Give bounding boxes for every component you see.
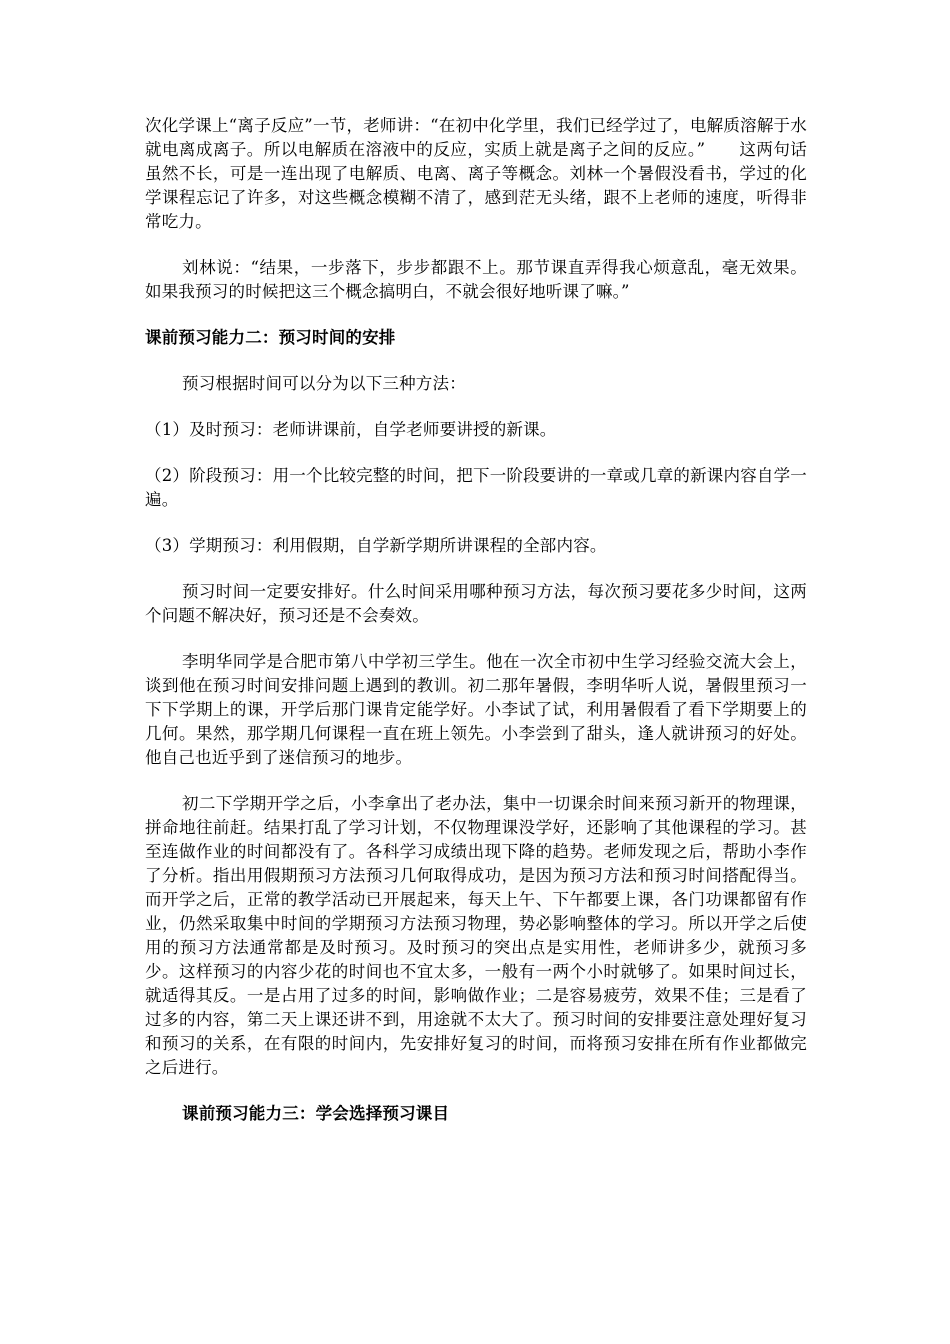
paragraph-2: 刘林说：“结果，一步落下，步步都跟不上。那节课直弄得我心烦意乱，毫无效果。如果我预习的时候把这三个概念搞明白，不就会很好地听课了嘛。” (145, 258, 807, 301)
paragraph-3: 预习根据时间可以分为以下三种方法： (182, 374, 466, 393)
paragraph-4: 预习时间一定要安排好。什么时间采用哪种预习方法，每次预习要花多少时间，这两个问题不解决好，预习还是不会奏效。 (145, 582, 807, 625)
paragraph-1: 次化学课上“离子反应”一节，老师讲：“在初中化学里，我们已经学过了，电解质溶解于水就电离成离子。所以电解质在溶液中的反应，实质上就是离子之间的反应。” 这两句话虽然不长，可是一连出现了电解质、电离、离子等概念。刘林一个暑假没看书，学过的化学课程忘记了许多，对这些概念模糊不清了，感到茫无头绪，跟不上老师的速度，听得非常吃力。 (145, 116, 807, 231)
section-heading-3: 课前预习能力三：学会选择预习课目 (182, 1104, 450, 1123)
paragraph-5: 李明华同学是合肥市第八中学初三学生。他在一次全市初中生学习经验交流大会上，谈到他在预习时间安排问题上遇到的教训。初二那年暑假，李明华听人说，暑假里预习一下下学期上的课，开学后那门课肯定能学好。小李试了试，利用暑假看了看下学期要上的几何。果然，那学期几何课程一直在班上领先。小李尝到了甜头，逢人就讲预习的好处。他自己也近乎到了迷信预习的地步。 (145, 652, 807, 767)
paragraph-6: 初二下学期开学之后，小李拿出了老办法，集中一切课余时间来预习新开的物理课，拼命地往前赶。结果打乱了学习计划，不仅物理课没学好，还影响了其他课程的学习。甚至连做作业的时间都没有了。各科学习成绩出现下降的趋势。老师发现之后，帮助小李作了分析。指出用假期预习方法预习几何取得成功，是因为预习方法和预习时间搭配得当。而开学之后，正常的教学活动已开展起来，每天上午、下午都要上课，各门功课都留有作业，仍然采取集中时间的学期预习方法预习物理，势必影响整体的学习。所以开学之后使用的预习方法通常都是及时预习。及时预习的突出点是实用性，老师讲多少，就预习多少。这样预习的内容少花的时间也不宜太多，一般有一两个小时就够了。如果时间过长，就适得其反。一是占用了过多的时间，影响做作业；二是容易疲劳，效果不佳；三是看了过多的内容，第二天上课还讲不到，用途就不太大了。预习时间的安排要注意处理好复习和预习的关系，在有限的时间内，先安排好复习的时间，而将预习安排在所有作业都做完之后进行。 (145, 794, 807, 1077)
section-heading-2: 课前预习能力二：预习时间的安排 (145, 328, 396, 347)
document-body (145, 114, 807, 1126)
list-item-3: （3）学期预习：利用假期，自学新学期所讲课程的全部内容。 (145, 536, 607, 555)
list-item-1: （1）及时预习：老师讲课前，自学老师要讲授的新课。 (145, 420, 557, 439)
list-item-2: （2）阶段预习：用一个比较完整的时间，把下一阶段要讲的一章或几章的新课内容自学一遍。 (145, 466, 807, 509)
